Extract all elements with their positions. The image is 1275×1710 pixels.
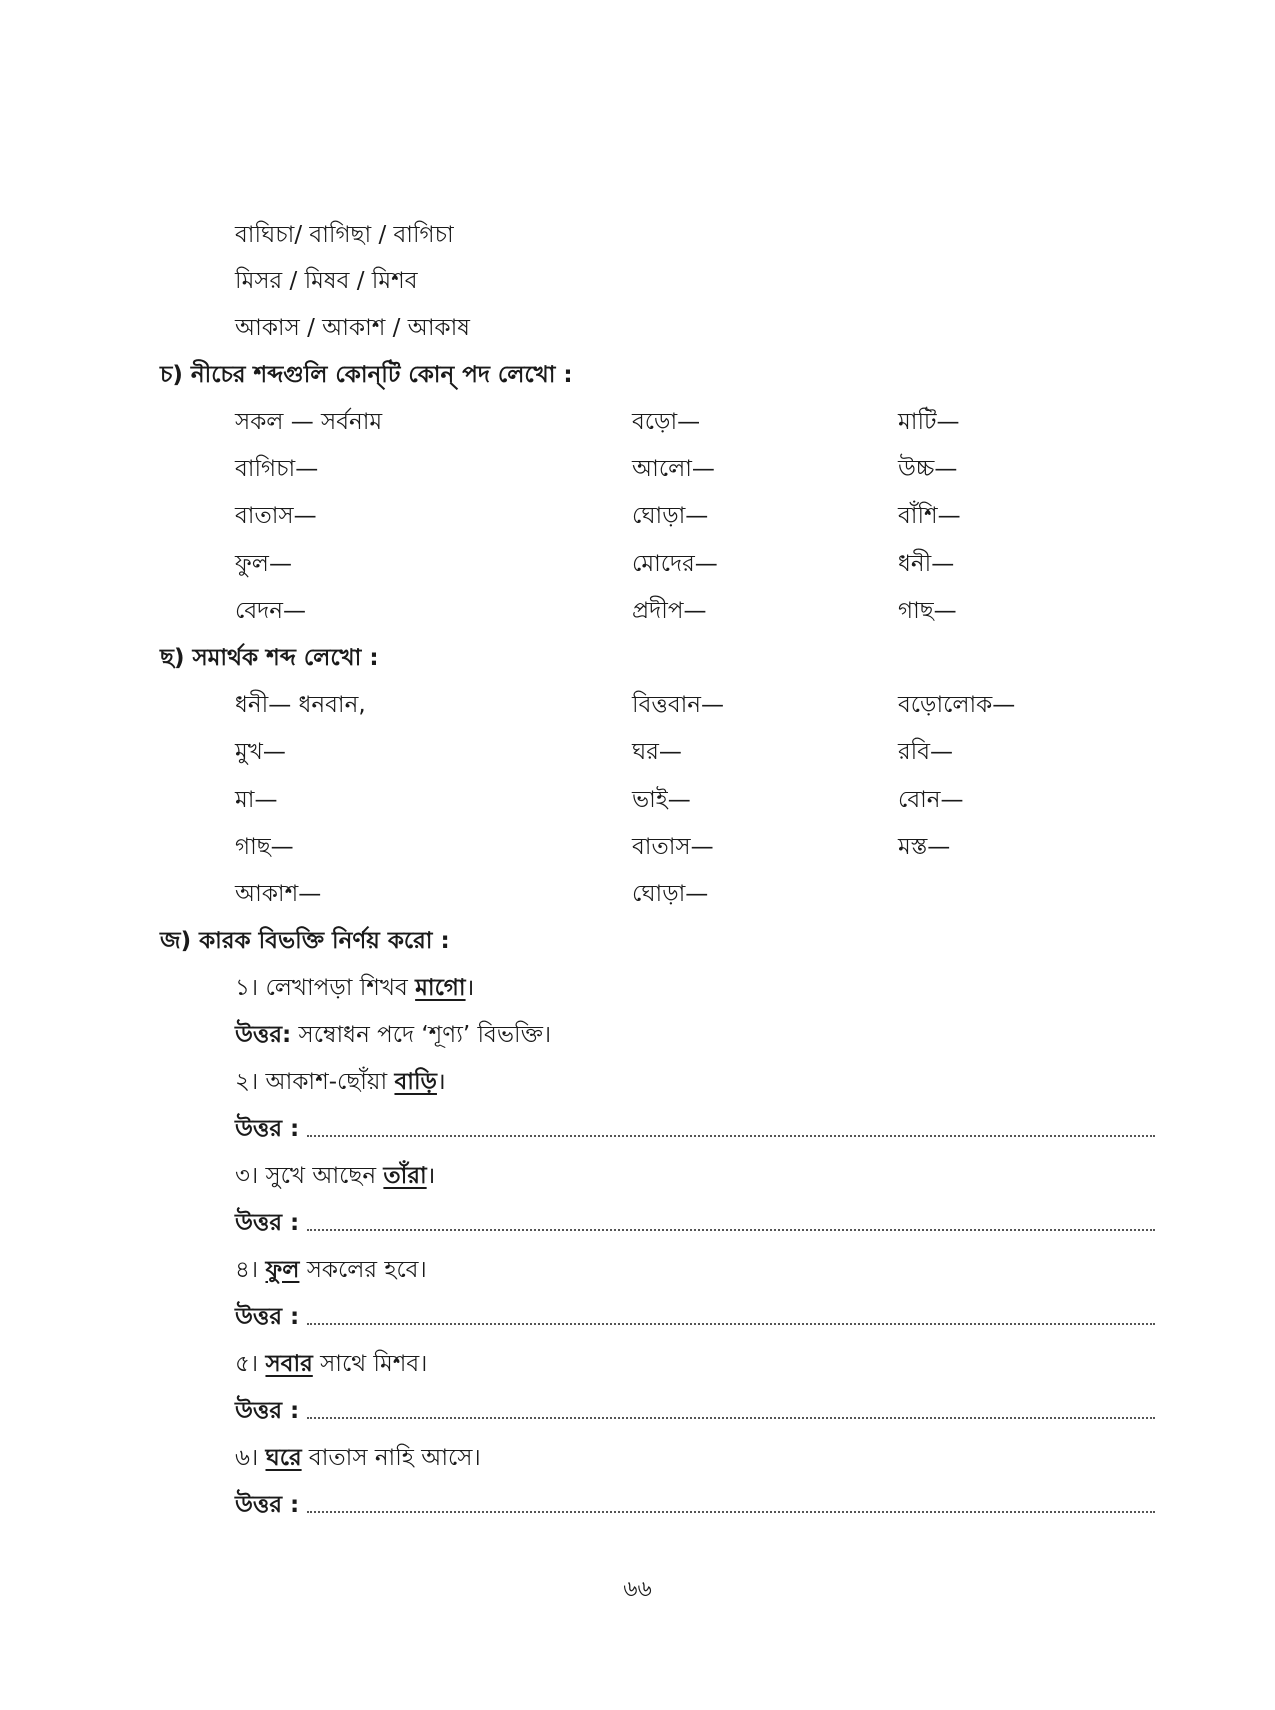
word-cell: প্রদীপ— — [632, 598, 707, 624]
spelling-line: আকাস / আকাশ / আকাষ — [235, 315, 470, 341]
word-cell: বড়োলোক— — [898, 692, 1016, 718]
word-cell: বাগিচা— — [235, 456, 319, 482]
question-1: ১। লেখাপড়া শিখব মাগো। — [235, 975, 475, 1001]
answer-label: উত্তর : — [235, 1398, 300, 1424]
answer-label: উত্তর : — [235, 1210, 300, 1236]
word-cell: বিত্তবান— — [632, 692, 725, 718]
question-5: ৫। সবার সাথে মিশব। — [235, 1351, 428, 1377]
section-heading-cha: চ) নীচের শব্দগুলি কোন্‌টি কোন্‌ পদ লেখো : — [160, 362, 573, 388]
answer-blank[interactable] — [307, 1228, 1155, 1231]
word-cell: বাঁশি— — [898, 503, 961, 529]
answer-label: উত্তর : — [235, 1116, 300, 1142]
word-cell: সকল — সর্বনাম — [235, 409, 383, 435]
word-cell: ঘর— — [632, 739, 682, 765]
answer-row[interactable] — [235, 1208, 1155, 1238]
word-cell: বাতাস— — [632, 834, 714, 860]
word-cell: ভাই— — [632, 787, 691, 813]
word-cell: বাতাস— — [235, 503, 317, 529]
answer-label: উত্তর : — [235, 1492, 300, 1518]
word-cell: মোদের— — [632, 551, 718, 577]
section-heading-ja: জ) কারক বিভক্তি নির্ণয় করো : — [160, 928, 450, 954]
word-cell: ধনী— — [898, 551, 955, 577]
word-cell: ধনী— ধনবান, — [235, 692, 366, 718]
spelling-line: মিসর / মিষব / মিশব — [235, 268, 418, 294]
word-cell: গাছ— — [898, 598, 957, 624]
answer-blank[interactable] — [307, 1510, 1155, 1513]
answer-label: উত্তর : — [235, 1304, 300, 1330]
word-cell: উচ্চ— — [898, 456, 958, 482]
question-3: ৩। সুখে আছেন তাঁরা। — [235, 1163, 436, 1189]
spelling-line: বাঘিচা/ বাগিছা / বাগিচা — [235, 222, 454, 248]
answer-blank[interactable] — [307, 1322, 1155, 1325]
answer-blank[interactable] — [307, 1416, 1155, 1419]
answer-row[interactable] — [235, 1114, 1155, 1144]
question-4: ৪। ফুল সকলের হবে। — [235, 1257, 427, 1283]
question-2: ২। আকাশ-ছোঁয়া বাড়ি। — [235, 1069, 446, 1095]
word-cell: ঘোড়া— — [632, 881, 709, 907]
word-cell: বড়ো— — [632, 409, 701, 435]
word-cell: মস্ত— — [898, 834, 951, 860]
word-cell: মা— — [235, 787, 278, 813]
word-cell: আকাশ— — [235, 881, 322, 907]
example-answer: উত্তর: সম্বোধন পদে ‘শূণ্য’ বিভক্তি। — [235, 1022, 552, 1048]
answer-row[interactable] — [235, 1490, 1155, 1520]
question-6: ৬। ঘরে বাতাস নাহি আসে। — [235, 1445, 481, 1471]
answer-row[interactable] — [235, 1396, 1155, 1426]
word-cell: বোন— — [898, 787, 964, 813]
word-cell: ঘোড়া— — [632, 503, 709, 529]
answer-row[interactable] — [235, 1302, 1155, 1332]
word-cell: আলো— — [632, 456, 715, 482]
answer-blank[interactable] — [307, 1134, 1155, 1137]
word-cell: ফুল— — [235, 551, 292, 577]
page-number: ৬৬ — [623, 1577, 652, 1602]
word-cell: গাছ— — [235, 834, 294, 860]
word-cell: মুখ— — [235, 739, 286, 765]
word-cell: রবি— — [898, 739, 954, 765]
section-heading-chha: ছ) সমার্থক শব্দ লেখো : — [160, 645, 379, 671]
word-cell: বেদন— — [235, 598, 306, 624]
word-cell: মাটি— — [898, 409, 960, 435]
